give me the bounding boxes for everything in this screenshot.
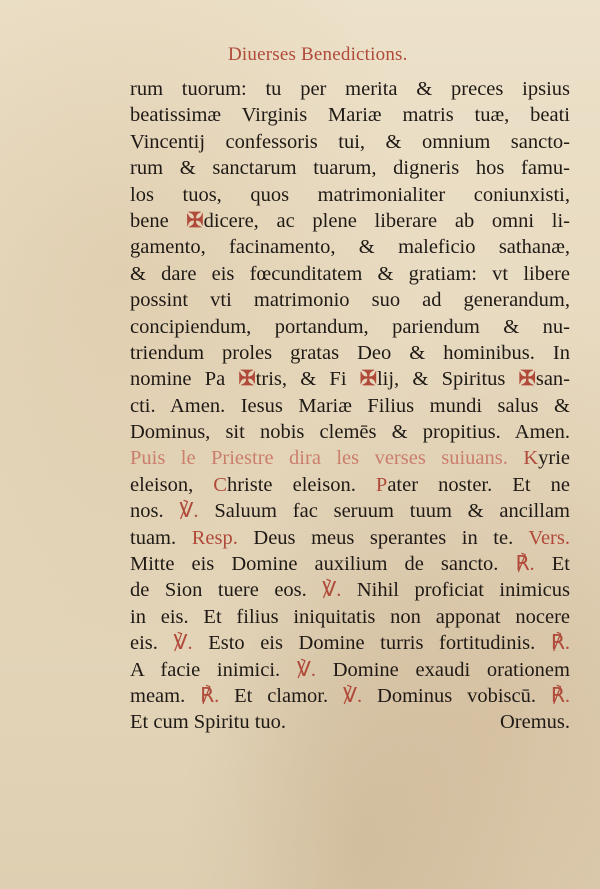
rubric-text: Puis le Priestre dira les verses suiuans. xyxy=(130,447,524,470)
line-text: meam. xyxy=(130,684,201,707)
line-text: lij, & Spiritus xyxy=(376,368,519,391)
running-head: Diuerses Benedictions. xyxy=(228,44,408,65)
text-line xyxy=(130,551,570,577)
text-line xyxy=(130,208,570,234)
line-text: bene xyxy=(130,209,187,232)
line-text: Dominus vobiscū. xyxy=(362,684,551,707)
rubric-text: C xyxy=(213,473,227,496)
rubric-text: ℣. xyxy=(179,500,199,523)
line-text: Saluum fac seruum tuum & ancillam xyxy=(198,500,570,523)
line-text: beatissimæ Virginis Mariæ matris tuæ, beati xyxy=(130,104,570,127)
line-text: Mitte eis Domine auxilium de sancto. xyxy=(130,553,516,576)
text-line xyxy=(130,155,570,181)
line-text: Dominus, sit nobis clemēs & propitius. Amen. xyxy=(130,421,570,444)
line-text: Deus meus sperantes in te. xyxy=(237,526,529,549)
text-line xyxy=(130,498,570,524)
text-line xyxy=(130,604,570,630)
line-text: A facie inimici. xyxy=(130,658,297,681)
text-line xyxy=(130,525,570,551)
cross-icon: ✠ xyxy=(238,368,256,391)
text-line xyxy=(130,445,570,471)
line-text: Et clamor. xyxy=(219,684,343,707)
text-line xyxy=(130,314,570,340)
line-text: de Sion tuere eos. xyxy=(130,579,323,602)
rubric-text: P xyxy=(375,473,388,496)
rubric-text: ℣. xyxy=(173,632,193,655)
line-text: Esto eis Domine turris fortitudinis. xyxy=(192,632,551,655)
text-line xyxy=(130,419,570,445)
rubric-text: ℟. xyxy=(550,684,570,707)
line-text: rum tuorum: tu per merita & preces ipsius xyxy=(130,78,570,100)
line-text: Nihil proficiat inimicus xyxy=(341,579,570,602)
line-text: Vincentij confessoris tui, & omnium sancto- xyxy=(130,130,570,153)
rubric-text: ℟. xyxy=(515,553,535,576)
text-line xyxy=(130,76,570,102)
line-text: tuam. xyxy=(130,526,192,549)
text-line xyxy=(130,234,570,260)
line-text: tris, & Fi xyxy=(255,368,360,391)
text-line xyxy=(130,287,570,313)
text-line xyxy=(130,683,570,709)
line-text: gamento, facinamento, & maleficio sathanæ, xyxy=(130,236,570,259)
text-line xyxy=(130,577,570,603)
rubric-text: ℟. xyxy=(550,632,570,655)
line-text: concipiendum, portandum, pariendum & nu- xyxy=(130,315,570,338)
line-text: los tuos, quos matrimonialiter coniunxisti, xyxy=(130,183,570,206)
line-text: yrie xyxy=(538,447,570,470)
rubric-text: ℣. xyxy=(322,579,342,602)
text-line xyxy=(130,261,570,287)
catchword: Oremus. xyxy=(499,711,570,734)
text-line xyxy=(130,102,570,128)
text-line xyxy=(130,393,570,419)
text-line-final xyxy=(130,709,570,735)
text-block xyxy=(130,76,570,736)
text-line xyxy=(130,129,570,155)
rubric-text: Vers. xyxy=(528,526,570,549)
line-text: dicere, ac plene liberare ab omni li- xyxy=(203,209,570,232)
cross-icon: ✠ xyxy=(518,368,536,391)
cross-icon: ✠ xyxy=(359,368,377,391)
line-text: in eis. Et filius iniquitatis non apponat nocere xyxy=(130,605,570,628)
line-text: hriste eleison. xyxy=(226,473,376,496)
text-line xyxy=(130,657,570,683)
line-text: possint vti matrimonio suo ad generandum, xyxy=(130,289,570,312)
rubric-text: ℣. xyxy=(343,684,363,707)
text-line xyxy=(130,472,570,498)
line-text: eleison, xyxy=(130,473,214,496)
line-text: triendum proles gratas Deo & hominibus. In xyxy=(130,341,570,364)
line-text: Et xyxy=(534,553,570,576)
text-line xyxy=(130,366,570,392)
rubric-text: Resp. xyxy=(191,526,238,549)
text-line xyxy=(130,630,570,656)
text-line xyxy=(130,340,570,366)
text-line xyxy=(130,182,570,208)
final-line-left: Et cum Spiritu tuo. xyxy=(130,711,287,734)
line-text: cti. Amen. Iesus Mariæ Filius mundi salus & xyxy=(130,394,570,417)
line-text: eis. xyxy=(130,632,174,655)
rubric-text: ℟. xyxy=(200,684,220,707)
line-text: san- xyxy=(535,368,570,391)
line-text: nomine Pa xyxy=(130,368,239,391)
rubric-text: K xyxy=(523,447,539,470)
line-text: ater noster. Et ne xyxy=(387,473,570,496)
line-text: nos. xyxy=(130,500,180,523)
line-text: & dare eis fœcunditatem & gratiam: vt libere xyxy=(130,262,570,285)
line-text: rum & sanctarum tuarum, digneris hos famu- xyxy=(130,157,570,180)
rubric-text: ℣. xyxy=(296,658,317,681)
line-text: Domine exaudi orationem xyxy=(316,658,570,681)
cross-icon: ✠ xyxy=(186,209,204,232)
